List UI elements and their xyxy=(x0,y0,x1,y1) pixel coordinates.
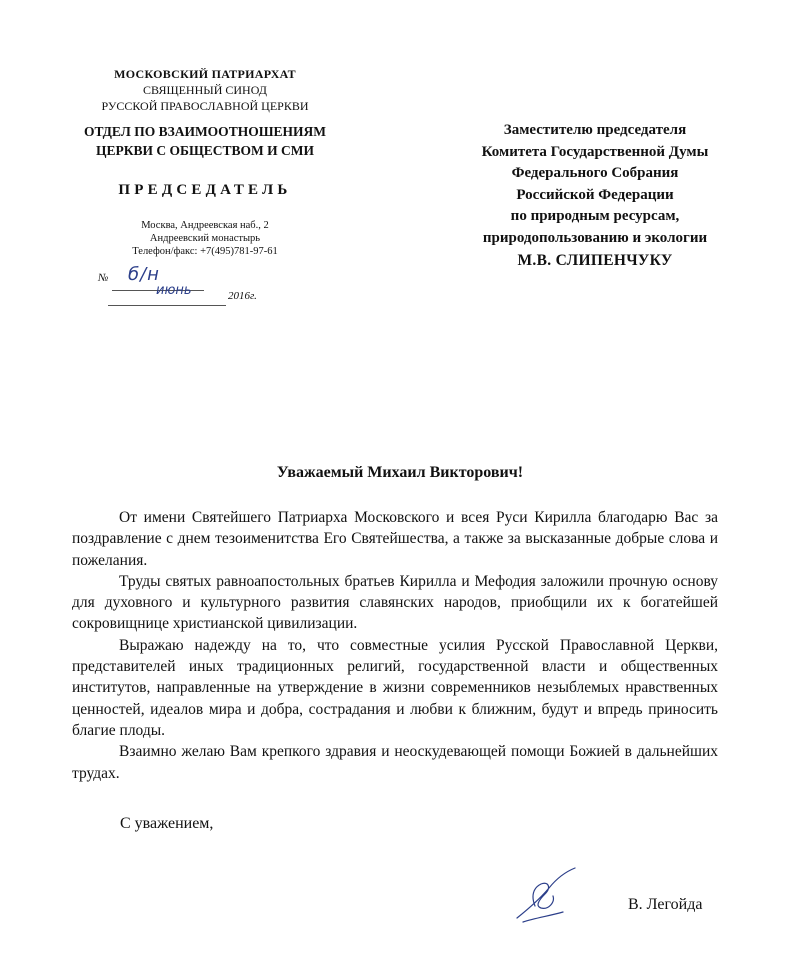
paragraph: От имени Святейшего Патриарха Московского и всея Руси Кирилла благодарю Вас за поздравление с днем тезоименитства Его Святейшества, а также за высказанные добрые слова и пожелания. xyxy=(72,509,718,569)
salutation: Уважаемый Михаил Викторович! xyxy=(276,464,524,481)
sender-address xyxy=(40,219,370,258)
date-underline xyxy=(108,305,226,306)
recipient-line: Комитета Государственной Думы xyxy=(481,143,709,160)
sender-title: ПРЕДСЕДАТЕЛЬ xyxy=(118,182,292,198)
paragraph: Труды святых равноапостольных братьев Кирилла и Мефодия заложили прочную основу для духовного и культурного развития славянских народов, приобщили их к богатейшей сокровищнице христианской цивилизации. xyxy=(72,572,718,633)
org-name: МОСКОВСКИЙ ПАТРИАРХАТ xyxy=(114,67,296,81)
closing: С уважением, xyxy=(120,815,214,832)
recipient-line: по природным ресурсам, xyxy=(510,208,680,225)
recipient-name: М.В. СЛИПЕНЧУКУ xyxy=(517,251,673,269)
sender-header xyxy=(40,66,370,258)
paragraph: Взаимно желаю Вам крепкого здравия и неоскудевающей помощи Божией в дальнейших трудах. xyxy=(72,743,718,782)
recipient-line: Российской Федерации xyxy=(516,186,674,203)
synod-name: СВЯЩЕННЫЙ СИНОД xyxy=(143,83,267,97)
recipient-line: Федерального Собрания xyxy=(511,165,679,182)
letter-body xyxy=(72,507,718,784)
paragraph: Выражаю надежду на то, что совместные усилия Русской Православной Церкви, представителей иных традиционных религий, государственной власти и общественных институтов, направленные на утверждение в жизни современников незыблемых нравственных ценностей, идеалов мира и добра, сострадания и любви к ближним, будут и впредь приносить благие плоды. xyxy=(72,636,718,739)
address-line-1: Москва, Андреевская наб., 2 xyxy=(141,220,269,231)
department-name xyxy=(40,122,370,160)
department-line-2: ЦЕРКВИ С ОБЩЕСТВОМ И СМИ xyxy=(95,143,315,158)
address-line-2: Андреевский монастырь xyxy=(149,233,261,244)
recipient-line: Заместителю председателя xyxy=(503,122,687,138)
phone-line: Телефон/факс: +7(495)781-97-61 xyxy=(132,246,278,257)
handwritten-signature xyxy=(505,866,585,926)
date-month-handwritten: июнь xyxy=(156,283,192,298)
signer-name: В. Легойда xyxy=(628,896,703,913)
church-name: РУССКОЙ ПРАВОСЛАВНОЙ ЦЕРКВИ xyxy=(101,99,309,113)
date-year: 2016г. xyxy=(228,290,257,302)
reg-number-prefix: № xyxy=(98,272,109,284)
recipient-block xyxy=(410,120,780,271)
department-line-1: ОТДЕЛ ПО ВЗАИМООТНОШЕНИЯМ xyxy=(83,124,327,139)
recipient-line: природопользованию и экологии xyxy=(482,229,708,246)
reg-number-handwritten: б/н xyxy=(128,264,160,285)
